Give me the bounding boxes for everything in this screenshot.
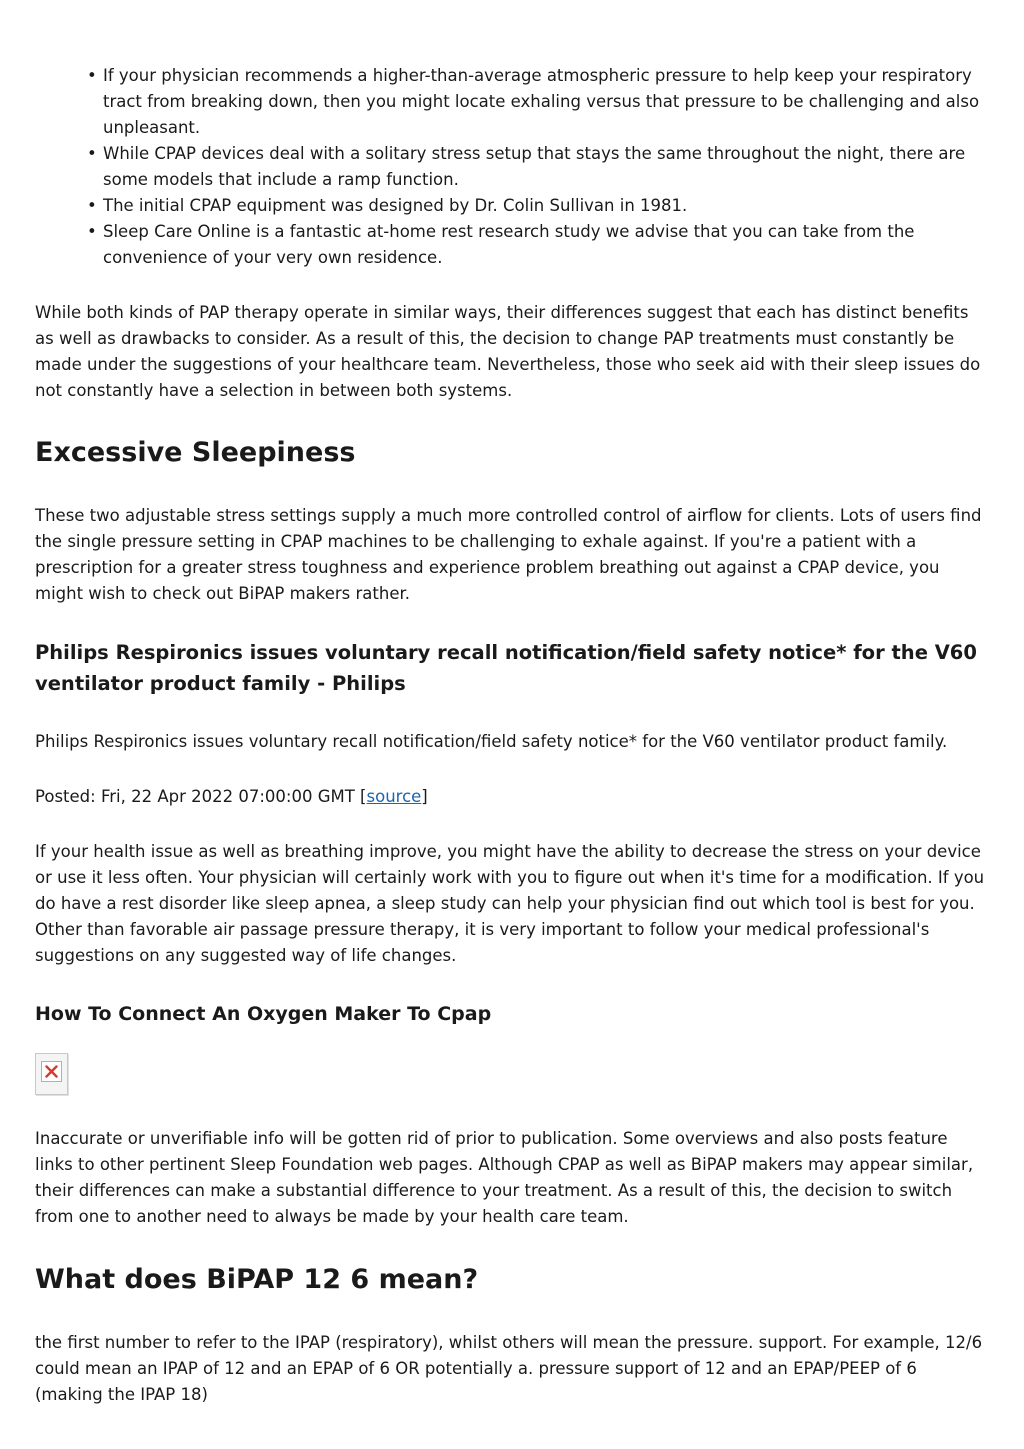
news-heading: Philips Respironics issues voluntary recall notification/field safety notice* for the V60 ventilator product family - Philips xyxy=(35,641,977,695)
bullet-item: • The initial CPAP equipment was designed by Dr. Colin Sullivan in 1981. xyxy=(103,193,988,219)
bullet-item: • Sleep Care Online is a fantastic at-home rest research study we advise that you can take from the convenience of your very own residence. xyxy=(103,219,988,271)
heading-connect-oxygen: How To Connect An Oxygen Maker To Cpap xyxy=(35,1003,492,1025)
image-container xyxy=(35,1053,988,1095)
news-summary: Philips Respironics issues voluntary recall notification/field safety notice* for the V60 ventilator product family. xyxy=(35,732,948,751)
posted-date: Posted: Fri, 22 Apr 2022 07:00:00 GMT [ xyxy=(35,787,367,806)
paragraph-health: If your health issue as well as breathing improve, you might have the ability to decrease the stress on your device or use it less often. Your physician will certainly work with you to figure out when it's time for a modification. If you do have a rest disorder like sleep apnea, a sleep study can help your physician find out which tool is best for you. Other than favorable air passage pressure therapy, it is very important to follow your medical professional's suggestions on any suggested way of life changes. xyxy=(35,842,985,965)
broken-image-icon xyxy=(35,1053,68,1095)
posted-line xyxy=(35,784,988,810)
broken-image-frame xyxy=(41,1061,62,1082)
source-link[interactable]: source xyxy=(366,787,422,806)
bullet-list xyxy=(35,63,988,271)
paragraph-excessive: These two adjustable stress settings supply a much more controlled control of airflow for clients. Lots of users find the single pressure setting in CPAP machines to be challenging to exhale against. If you're a patient with a prescription for a greater stress toughness and experience problem breathing out against a CPAP device, you might wish to check out BiPAP makers rather. xyxy=(35,506,982,603)
heading-bipap: What does BiPAP 12 6 mean? xyxy=(35,1264,479,1295)
bullet-item: • If your physician recommends a higher-than-average atmospheric pressure to help keep your respiratory tract from breaking down, then you might locate exhaling versus that pressure to be challenging and also unpleasant. xyxy=(103,63,988,141)
close-x-icon xyxy=(45,1065,58,1078)
paragraph-pap: While both kinds of PAP therapy operate in similar ways, their differences suggest that each has distinct benefits as well as drawbacks to consider. As a result of this, the decision to change PAP treatments must constantly be made under the suggestions of your healthcare team. Nevertheless, those who seek aid with their sleep issues do not constantly have a selection in between both systems. xyxy=(35,303,981,400)
paragraph-inaccurate: Inaccurate or unverifiable info will be gotten rid of prior to publication. Some overviews and also posts feature links to other pertinent Sleep Foundation web pages. Although CPAP as well as BiPAP makers may appear similar, their differences can make a substantial difference to your treatment. As a result of this, the decision to switch from one to another need to always be made by your health care team. xyxy=(35,1129,974,1226)
paragraph-bipap: the first number to refer to the IPAP (respiratory), whilst others will mean the pressure. support. For example, 12/6 could mean an IPAP of 12 and an EPAP of 6 OR potentially a. pressure support of 12 and an EPAP/PEEP of 6 (making the IPAP 18) xyxy=(35,1333,983,1404)
posted-close-bracket: ] xyxy=(421,787,428,806)
heading-excessive-sleepiness: Excessive Sleepiness xyxy=(35,437,356,468)
bullet-item: • While CPAP devices deal with a solitary stress setup that stays the same throughout the night, there are some models that include a ramp function. xyxy=(103,141,988,193)
